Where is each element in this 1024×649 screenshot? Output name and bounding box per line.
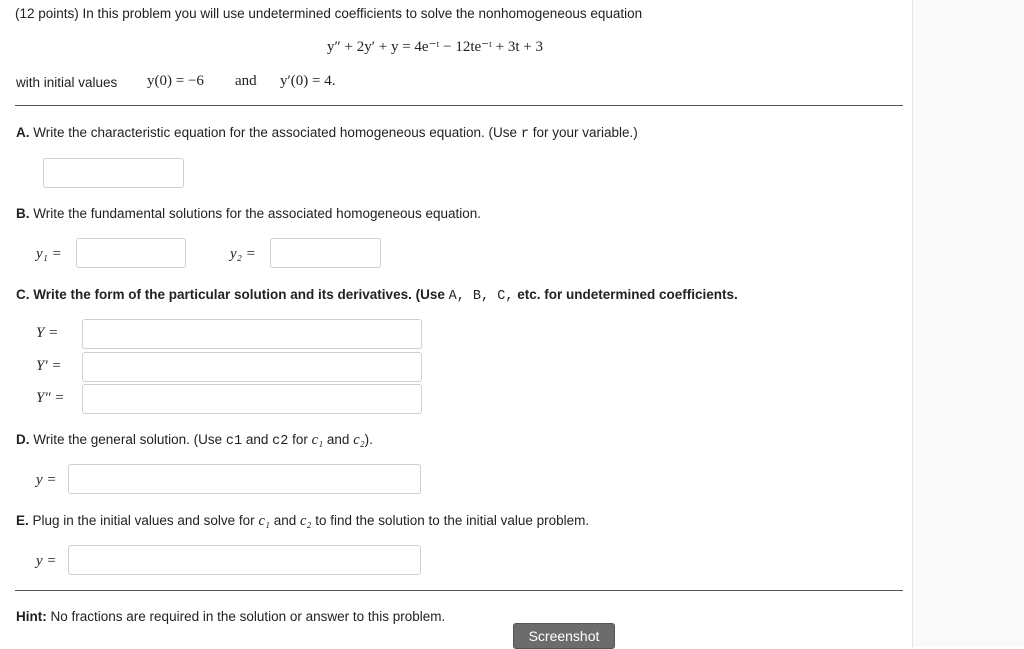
part-b-letter: B.: [16, 206, 30, 221]
hint-text: No fractions are required in the solution or answer to this problem.: [50, 609, 446, 624]
problem-intro: (12 points) In this problem you will use undetermined coefficients to solve the nonhomogeneous equation: [15, 6, 643, 21]
Y-double-prime-input[interactable]: [82, 384, 422, 414]
part-d-letter: D.: [16, 432, 30, 447]
part-c-text-after: etc. for undetermined coefficients.: [517, 287, 738, 302]
hint-label: Hint:: [16, 609, 47, 624]
part-a-var: r: [520, 127, 529, 142]
Y-label: Y =: [36, 325, 59, 341]
right-pane: [912, 0, 1024, 647]
divider-top: [15, 105, 903, 106]
Y-double-prime-label: Y″ =: [36, 390, 65, 406]
part-e-letter: E.: [16, 513, 29, 528]
initial-values-label: with initial values: [16, 75, 118, 90]
part-a-text-after: for your variable.): [532, 125, 638, 140]
y1-input[interactable]: [76, 238, 186, 268]
initial-value-y: y(0) = −6: [147, 73, 204, 89]
initial-and: and: [235, 73, 257, 89]
part-e-c2-math: c₂: [299, 513, 312, 529]
part-e-c1-math: c₁: [258, 513, 270, 529]
part-d-for: for: [292, 432, 308, 447]
part-c-coeffs: A, B, C,: [448, 289, 514, 304]
ivp-solution-label: y =: [36, 553, 57, 569]
hint: [16, 609, 445, 624]
part-e-prompt: [16, 513, 589, 530]
divider-bottom: [15, 590, 903, 591]
initial-value-yprime: y′(0) = 4.: [280, 73, 336, 89]
Y-prime-input[interactable]: [82, 352, 422, 382]
part-d-prompt: [16, 432, 373, 449]
y1-label: y₁ =: [36, 246, 62, 262]
part-d-c1-math: c₁: [311, 432, 324, 448]
part-e-and: and: [273, 513, 297, 528]
ivp-solution-input[interactable]: [68, 545, 421, 575]
part-c-text-before: Write the form of the particular solution and its derivatives. (Use: [33, 287, 445, 302]
Y-prime-label: Y′ =: [36, 358, 62, 374]
part-e-text-after: to find the solution to the initial value problem.: [315, 513, 590, 528]
part-d-c2-math: c₂: [353, 432, 365, 448]
differential-equation: y″ + 2y′ + y = 4e⁻ᵗ − 12te⁻ᵗ + 3t + 3: [327, 39, 544, 55]
y2-label: y₂ =: [230, 246, 256, 262]
part-d-and: and: [245, 432, 269, 447]
part-a-letter: A.: [16, 125, 30, 140]
part-c-prompt: [16, 287, 738, 304]
Y-input[interactable]: [82, 319, 422, 349]
part-a-text-before: Write the characteristic equation for the associated homogeneous equation. (Use: [33, 125, 518, 140]
part-d-close: ).: [364, 432, 373, 447]
part-b-text: Write the fundamental solutions for the associated homogeneous equation.: [33, 206, 482, 221]
part-d-and2: and: [326, 432, 350, 447]
part-a-prompt: [16, 125, 638, 142]
part-e-text-before: Plug in the initial values and solve for: [32, 513, 255, 528]
screenshot-button[interactable]: Screenshot: [513, 623, 615, 649]
part-c-letter: C.: [16, 287, 30, 302]
characteristic-equation-input[interactable]: [43, 158, 184, 188]
general-solution-input[interactable]: [68, 464, 421, 494]
y2-input[interactable]: [270, 238, 381, 268]
part-d-c1: c1: [225, 434, 243, 449]
part-d-c2: c2: [272, 434, 289, 449]
general-solution-label: y =: [36, 472, 57, 488]
part-b-prompt: [16, 206, 481, 221]
part-d-text-before: Write the general solution. (Use: [33, 432, 223, 447]
